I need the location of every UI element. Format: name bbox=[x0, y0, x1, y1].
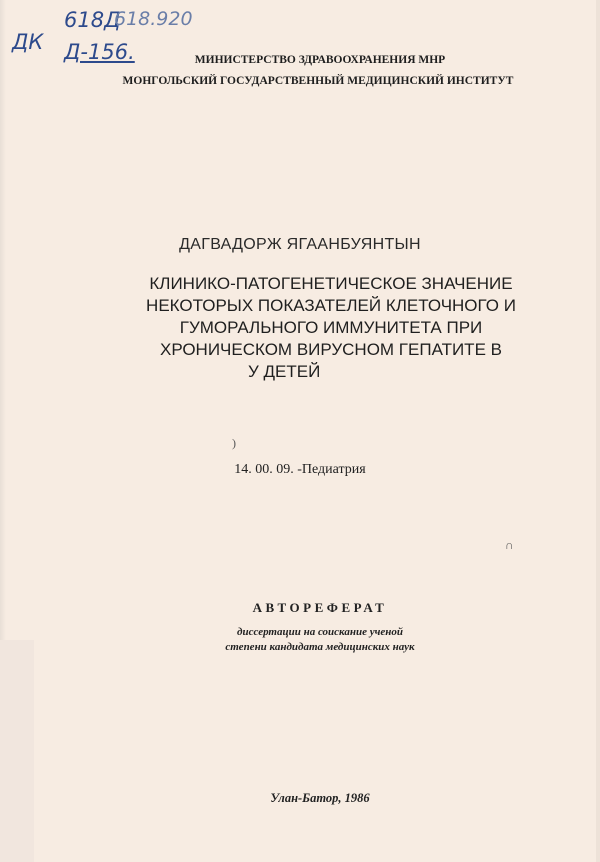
title-line: КЛИНИКО-ПАТОГЕНЕТИЧЕСКОЕ ЗНАЧЕНИЕ bbox=[149, 274, 513, 293]
handwritten-note-top: 618Д bbox=[64, 8, 121, 32]
paper-speck: ∩ bbox=[505, 538, 514, 552]
handwritten-note-top-faint: 618.920 bbox=[114, 8, 193, 30]
abstract-subtitle-line: диссертации на соискание ученой bbox=[237, 626, 403, 638]
title-line: ХРОНИЧЕСКОМ ВИРУСНОМ ГЕПАТИТЕ В bbox=[160, 340, 502, 359]
paper-speck: ) bbox=[232, 436, 236, 450]
abstract-label: АВТОРЕФЕРАТ bbox=[252, 600, 388, 615]
ministry-heading: МИНИСТЕРСТВО ЗДРАВООХРАНЕНИЯ МНР bbox=[194, 54, 446, 66]
institute-heading: МОНГОЛЬСКИЙ ГОСУДАРСТВЕННЫЙ МЕДИЦИНСКИЙ ИНСТИТУТ bbox=[122, 75, 514, 87]
dissertation-title bbox=[96, 273, 566, 383]
handwritten-call-number: Д-156. bbox=[64, 40, 135, 64]
title-line: У ДЕТЕЙ bbox=[248, 362, 321, 381]
specialty-code: 14. 00. 09. -Педиатрия bbox=[234, 462, 366, 477]
title-line: ГУМОРАЛЬНОГО ИММУНИТЕТА ПРИ bbox=[179, 318, 483, 337]
title-line: НЕКОТОРЫХ ПОКАЗАТЕЛЕЙ КЛЕТОЧНОГО И bbox=[146, 296, 516, 315]
paper-strip bbox=[0, 640, 34, 862]
abstract-subtitle-line: степени кандидата медицинских наук bbox=[225, 641, 415, 653]
imprint-place-year: Улан-Батор, 1986 bbox=[270, 791, 370, 805]
page-right-edge bbox=[596, 0, 600, 862]
handwritten-note-left: ДК bbox=[12, 30, 44, 54]
author-name: ДАГВАДОРЖ ЯГААНБУЯНТЫН bbox=[179, 236, 421, 253]
